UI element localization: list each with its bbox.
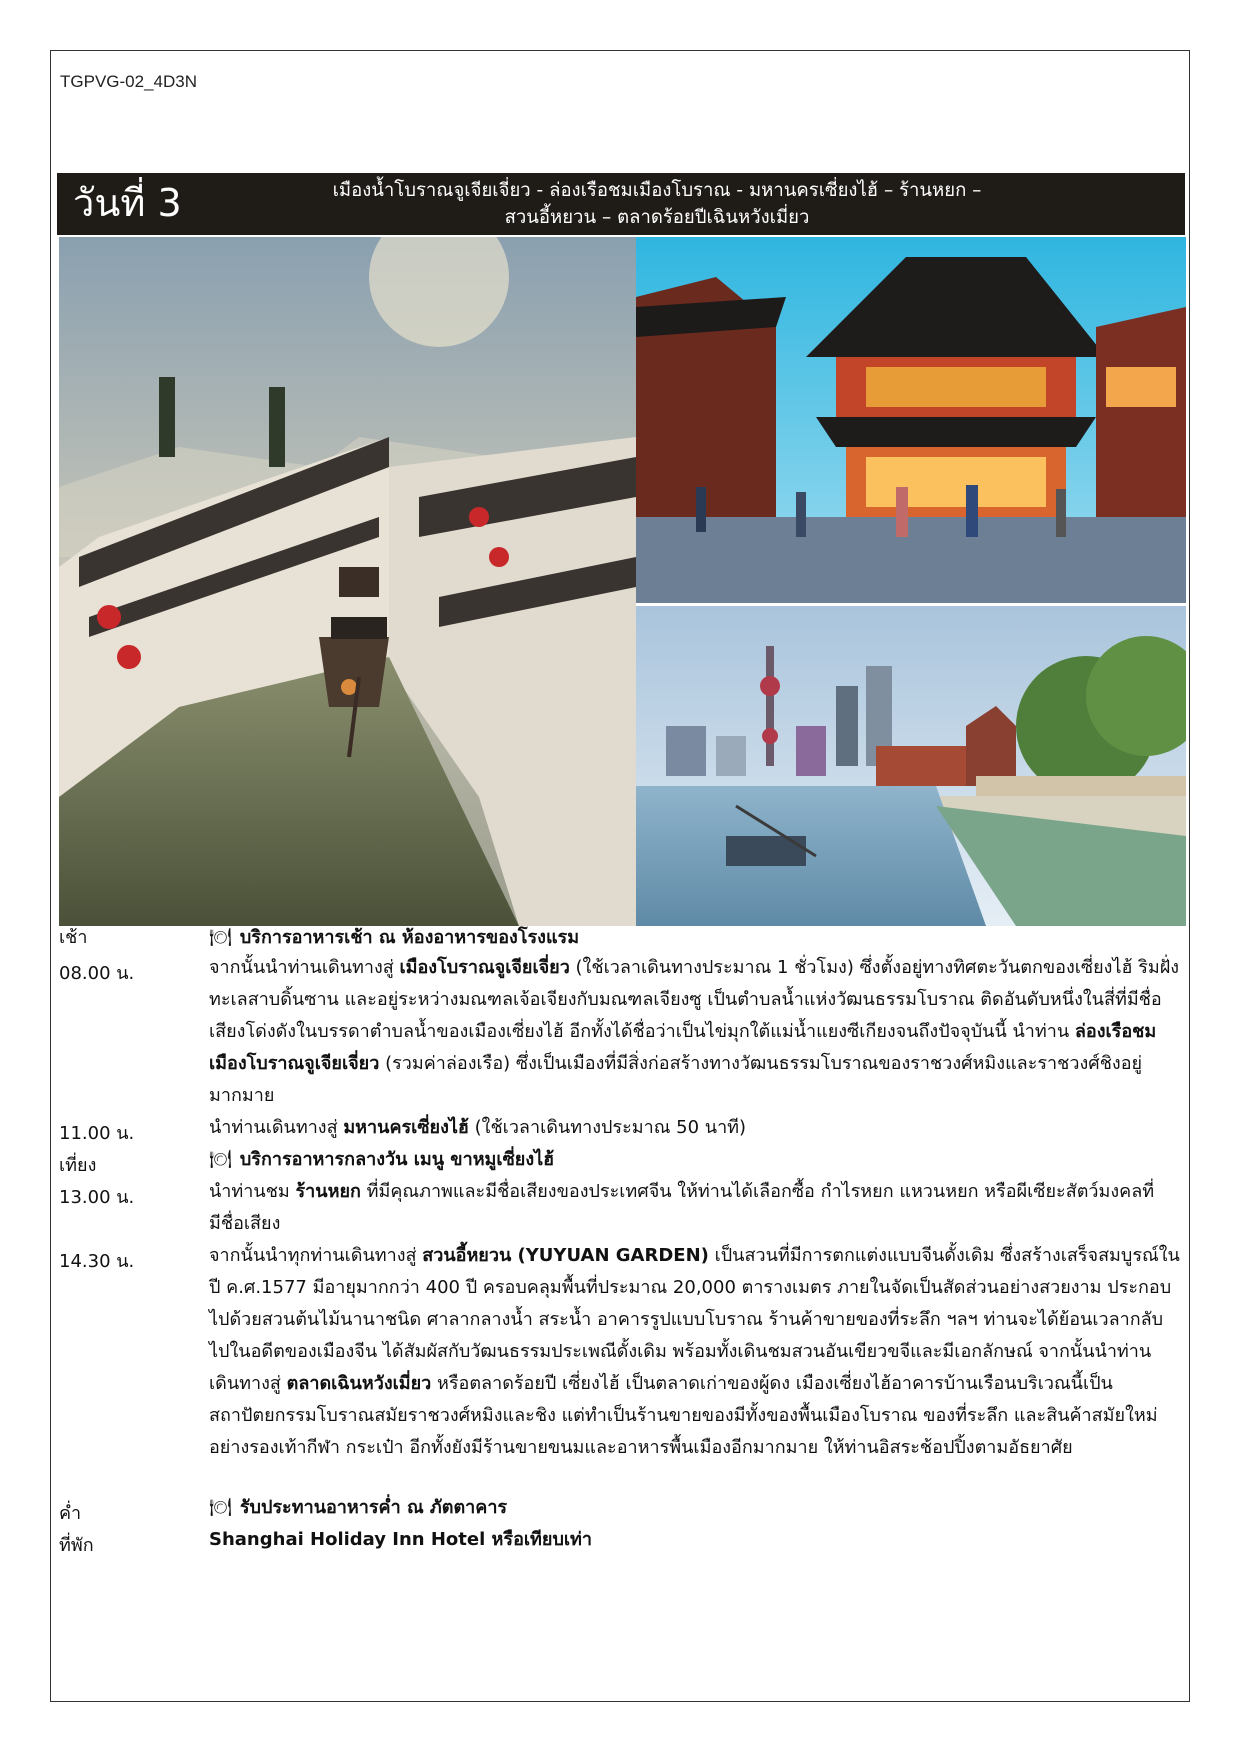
text-run: (รวมค่าล่องเรือ) ซึ่งเป็นเมืองที่มีสิ่งก่อสร้างทางวัฒนธรรมโบราณของราชวงศ์หมิงและราชวงศ์ชิงอยู่มากมาย [209, 1053, 1143, 1106]
text-run: จากนั้นนำทุกท่านเดินทางสู่ [209, 1245, 423, 1266]
schedule-row-lunch [59, 1144, 1181, 1176]
text-run: หรือตลาดร้อยปี เซี่ยงไฮ้ เป็นตลาดเก่าของผู้ดง เมืองเซี่ยงไฮ้อาคารบ้านเรือนบริเวณนี้เป็นสถาปัตยกรรมโบราณสมัยราชวงศ์หมิงและชิง แต่ทำเป็นร้านขายของมีทั้งของพื้นเมืองโบราณ ของที่ระลึก และสินค้าสมัยใหม่อย่างรองเท้ากีฬา กระเป๋า อีกทั้งยังมีร้านขายขนมและอาหารพื้นเมืองอีกมากมาย ให้ท่านอิสระช้อปปิ้งตามอัธยาศัย [209, 1373, 1158, 1458]
place-name: เมืองโบราณจูเจียเจี่ยว [399, 957, 570, 978]
day-label: วันที่ 3 [73, 181, 182, 225]
activity-text [209, 1176, 1181, 1240]
place-name: สวนอี้หยวน (YUYUAN GARDEN) [422, 1245, 709, 1266]
text-run: (ใช้เวลาเดินทางประมาณ 50 นาที) [468, 1117, 747, 1138]
dinner-text: รับประทานอาหารค่ำ ณ ภัตตาคาร [239, 1497, 508, 1518]
canal-town-photo [59, 237, 636, 926]
schedule-row-dinner [59, 1492, 1181, 1524]
place-name: ล่องเรือชมเมืองโบราณจูเจียเจี่ยว [209, 1021, 1157, 1074]
activity-text [209, 952, 1181, 1112]
place-name: ร้านหยก [295, 1181, 361, 1202]
plate-utensils-icon: 🍽 [209, 1149, 232, 1170]
shanghai-skyline-photo [636, 606, 1186, 926]
place-name: ตลาดเฉินหวังเมี่ยว [286, 1373, 432, 1394]
time-label: เที่ยง [59, 1155, 97, 1176]
text-run: ที่มีคุณภาพและมีชื่อเสียงของประเทศจีน ให้ท่านได้เลือกซื้อ กำไรหยก แหวนหยก หรือผีเซียะสัตว์มงคลที่มีชื่อเสียง [209, 1181, 1155, 1234]
schedule-row-1300 [59, 1176, 1181, 1240]
schedule-row-breakfast [59, 922, 1181, 952]
itinerary-schedule [59, 922, 1181, 1556]
text-run: เป็นสวนที่มีการตกแต่งแบบจีนดั้งเดิม ซึ่งสร้างเสร็จสมบูรณ์ในปี ค.ศ.1577 มีอายุมากกว่า 400 ปี ครอบคลุมพื้นที่ประมาณ 20,000 ตารางเมตร ภายในจัดเป็นสัดส่วนอย่างสวยงาม ประกอบไปด้วยสวนต้นไม้นานาชนิด ศาลากลางน้ำ สระน้ำ อาคารรูปแบบโบราณ ร้านค้าขายของที่ระลึก ฯลฯ ท่านจะได้ย้อนเวลากลับไปในอดีตของเมืองจีน ได้สัมผัสกับวัฒนธรรมประเพณีดั้งเดิม พร้อมทั้งเดินชมสวนอันเขียวขจีและมีเอกลักษณ์ จากนั้นนำท่านเดินทางสู่ [209, 1245, 1180, 1394]
time-label: 14.30 น. [59, 1251, 135, 1272]
plate-utensils-icon: 🍽 [209, 927, 232, 948]
time-label: 11.00 น. [59, 1123, 135, 1144]
schedule-row-1100 [59, 1112, 1181, 1144]
lunch-text: บริการอาหารกลางวัน เมนู ขาหมูเซี่ยงไฮ้ [239, 1149, 555, 1170]
schedule-row-0800 [59, 952, 1181, 1112]
breakfast-text: บริการอาหารเช้า ณ ห้องอาหารของโรงแรม [239, 927, 580, 948]
time-label: 08.00 น. [59, 963, 135, 984]
day-title-line-2: สวนอี้หยวน – ตลาดร้อยปีเฉินหวังเมี่ยว [504, 207, 810, 228]
plate-utensils-icon: 🍽 [209, 1497, 232, 1518]
yuyuan-bazaar-photo [636, 237, 1186, 603]
time-label: 13.00 น. [59, 1187, 135, 1208]
text-run: จากนั้นนำท่านเดินทางสู่ [209, 957, 400, 978]
hotel-text: Shanghai Holiday Inn Hotel หรือเทียบเท่า [209, 1529, 593, 1550]
meal-text [209, 922, 1181, 954]
place-name: มหานครเซี่ยงไฮ้ [343, 1117, 469, 1138]
schedule-row-hotel [59, 1524, 1181, 1556]
text-run: นำท่านเดินทางสู่ [209, 1117, 344, 1138]
schedule-row-1430 [59, 1240, 1181, 1464]
activity-text [209, 1240, 1181, 1464]
spacer [59, 1464, 1181, 1492]
day-title-line-1: เมืองน้ำโบราณจูเจียเจี่ยว - ล่องเรือชมเมืองโบราณ - มหานครเซี่ยงไฮ้ – ร้านหยก – [332, 180, 982, 201]
tour-code: TGPVG-02_4D3N [60, 72, 197, 91]
activity-text [209, 1112, 1181, 1144]
time-label: ค่ำ [59, 1503, 82, 1524]
text-run: นำท่านชม [209, 1181, 296, 1202]
time-label: เช้า [59, 927, 88, 948]
text-run: (ใช้เวลาเดินทางประมาณ 1 ชั่วโมง) ซึ่งตั้งอยู่ทางทิศตะวันตกของเซี่ยงไฮ้ ริมฝั่งทะเลสาบดิ้นซาน และอยู่ระหว่างมณฑลเจ้อเจียงกับมณฑลเจียงซู เป็นตำบลน้ำแห่งวัฒนธรรมโบราณ ติดอันดับหนึ่งในสี่ที่มีชื่อเสียงโด่งดังในบรรดาตำบลน้ำของเมืองเซี่ยงไฮ้ อีกทั้งได้ชื่อว่าเป็นไข่มุกใต้แม่น้ำแยงซีเกียงจนถึงปัจจุบันนี้ นำท่าน [209, 957, 1180, 1042]
day-title [257, 177, 1057, 231]
meal-text [209, 1492, 1181, 1524]
day-header-band [57, 173, 1185, 235]
time-label: ที่พัก [59, 1535, 94, 1556]
meal-text [209, 1144, 1181, 1176]
